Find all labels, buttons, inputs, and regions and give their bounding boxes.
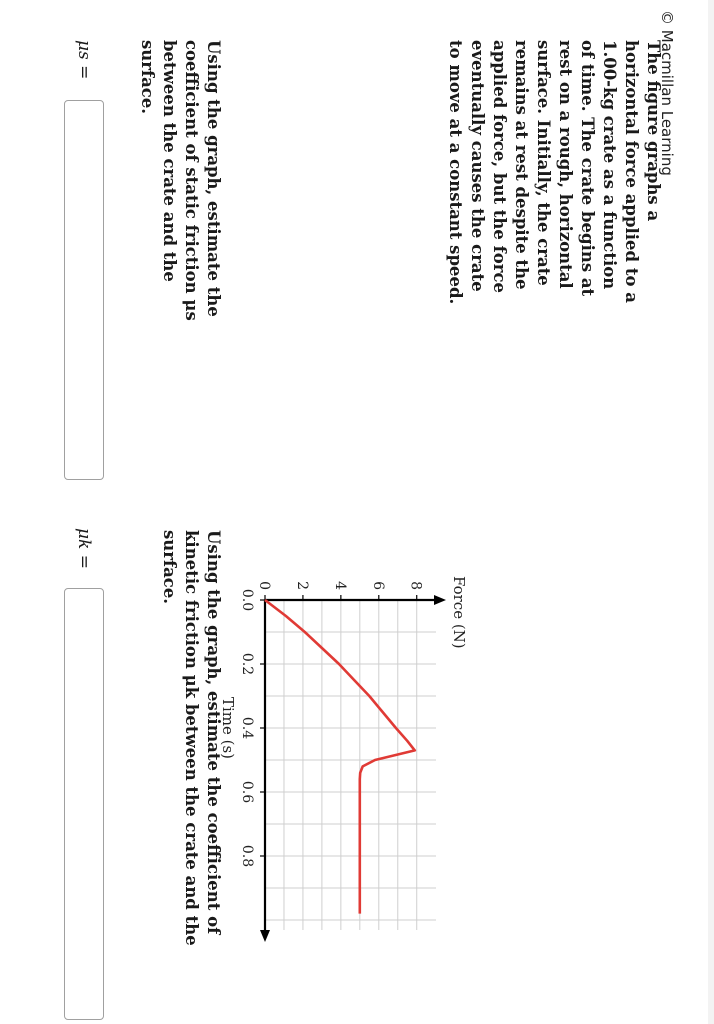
- y-tick-label: 4: [331, 581, 348, 590]
- static-answer-row: [62, 40, 106, 480]
- x-tick-label: 0.2: [239, 652, 255, 676]
- x-axis-arrow: [260, 930, 270, 942]
- mu-k-input[interactable]: [64, 588, 104, 1020]
- chart-axes: [260, 595, 446, 942]
- y-tick-label: 6: [369, 581, 386, 590]
- x-axis-label: Time (s): [219, 696, 237, 760]
- y-axis-arrow: [434, 595, 446, 605]
- kinetic-friction-question: Using the graph, estimate the coefficient of kinetic friction μk between the crate and the surface.: [160, 530, 223, 946]
- top-border: [708, 0, 714, 1024]
- x-tick-label: 0.0: [239, 588, 255, 612]
- static-friction-question: Using the graph, estimate the coefficient of static friction μs between the crate and the surface.: [138, 40, 223, 321]
- y-tick-label: 2: [293, 581, 310, 590]
- chart-grid: [265, 600, 436, 930]
- force-curve: [265, 600, 415, 914]
- y-axis-label: Force (N): [450, 576, 468, 649]
- y-tick-label: 8: [407, 581, 424, 590]
- y-tick-label: 0: [256, 581, 272, 590]
- x-tick-label: 0.4: [239, 716, 255, 740]
- mu-s-label: μs =: [74, 40, 94, 80]
- kinetic-answer-row: [62, 528, 106, 1020]
- copyright-notice: © Macmillan Learning: [658, 10, 676, 176]
- x-tick-label: 0.8: [239, 844, 255, 868]
- mu-k-label: μk =: [74, 528, 94, 569]
- force-time-chart: [219, 560, 474, 950]
- problem-statement: The figure graphs a horizontal force applied to a 1.00-kg crate as a function of time. The crate begins at rest on a rough, horizontal surface. Initially, the crate remains at rest despite the applied force, but the force eventually causes the crate to move at a constant speed.: [446, 40, 663, 305]
- mu-s-input[interactable]: [64, 100, 104, 480]
- x-tick-label: 0.6: [239, 780, 255, 804]
